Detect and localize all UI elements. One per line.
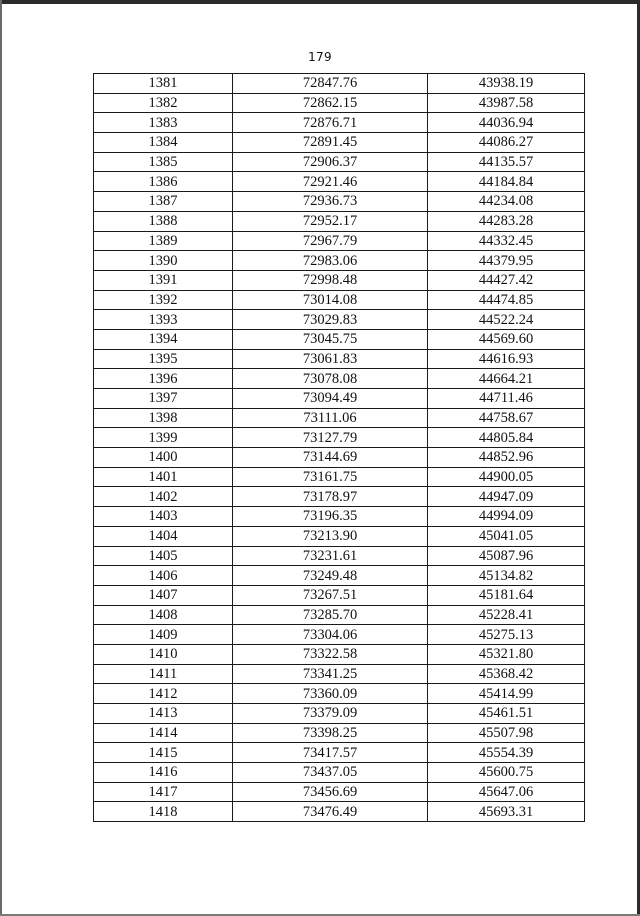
page-number: 179 — [308, 50, 332, 64]
value-b-cell: 44522.24 — [428, 310, 585, 330]
value-a-cell: 73456.69 — [233, 782, 428, 802]
index-cell: 1394 — [94, 329, 233, 349]
value-b-cell: 44427.42 — [428, 270, 585, 290]
table-row — [94, 763, 585, 783]
value-b-cell: 45087.96 — [428, 546, 585, 566]
table-row — [94, 349, 585, 369]
index-cell: 1396 — [94, 369, 233, 389]
index-cell: 1413 — [94, 704, 233, 724]
table-row — [94, 566, 585, 586]
value-b-cell: 44758.67 — [428, 408, 585, 428]
table-row — [94, 369, 585, 389]
index-cell: 1411 — [94, 664, 233, 684]
value-b-cell: 45181.64 — [428, 585, 585, 605]
index-cell: 1391 — [94, 270, 233, 290]
table-row — [94, 546, 585, 566]
value-b-cell: 44711.46 — [428, 389, 585, 409]
value-b-cell: 44086.27 — [428, 133, 585, 153]
value-b-cell: 44184.84 — [428, 172, 585, 192]
value-a-cell: 72862.15 — [233, 93, 428, 113]
index-cell: 1407 — [94, 585, 233, 605]
value-b-cell: 44994.09 — [428, 507, 585, 527]
value-b-cell: 45414.99 — [428, 684, 585, 704]
value-b-cell: 44900.05 — [428, 467, 585, 487]
value-a-cell: 72891.45 — [233, 133, 428, 153]
table-row — [94, 704, 585, 724]
data-table — [93, 73, 585, 822]
value-a-cell: 72952.17 — [233, 211, 428, 231]
value-a-cell: 73341.25 — [233, 664, 428, 684]
value-a-cell: 72998.48 — [233, 270, 428, 290]
value-a-cell: 73437.05 — [233, 763, 428, 783]
index-cell: 1417 — [94, 782, 233, 802]
table-row — [94, 270, 585, 290]
scan-edge-left — [0, 0, 2, 916]
value-b-cell: 45321.80 — [428, 644, 585, 664]
value-b-cell: 44474.85 — [428, 290, 585, 310]
table-row — [94, 251, 585, 271]
value-a-cell: 72876.71 — [233, 113, 428, 133]
table-row — [94, 389, 585, 409]
index-cell: 1392 — [94, 290, 233, 310]
index-cell: 1386 — [94, 172, 233, 192]
table-row — [94, 428, 585, 448]
index-cell: 1381 — [94, 74, 233, 94]
index-cell: 1397 — [94, 389, 233, 409]
table-row — [94, 113, 585, 133]
table-row — [94, 74, 585, 94]
table-row — [94, 625, 585, 645]
index-cell: 1415 — [94, 743, 233, 763]
index-cell: 1387 — [94, 192, 233, 212]
index-cell: 1408 — [94, 605, 233, 625]
index-cell: 1412 — [94, 684, 233, 704]
index-cell: 1410 — [94, 644, 233, 664]
value-a-cell: 73014.08 — [233, 290, 428, 310]
value-a-cell: 73476.49 — [233, 802, 428, 822]
value-b-cell: 45134.82 — [428, 566, 585, 586]
scan-edge-top — [0, 0, 640, 4]
value-a-cell: 73417.57 — [233, 743, 428, 763]
index-cell: 1409 — [94, 625, 233, 645]
table-row — [94, 802, 585, 822]
index-cell: 1384 — [94, 133, 233, 153]
value-a-cell: 73304.06 — [233, 625, 428, 645]
value-a-cell: 73398.25 — [233, 723, 428, 743]
index-cell: 1402 — [94, 487, 233, 507]
table-row — [94, 310, 585, 330]
value-b-cell: 45275.13 — [428, 625, 585, 645]
value-a-cell: 73045.75 — [233, 329, 428, 349]
index-cell: 1406 — [94, 566, 233, 586]
table-row — [94, 172, 585, 192]
index-cell: 1390 — [94, 251, 233, 271]
index-cell: 1400 — [94, 448, 233, 468]
value-b-cell: 44036.94 — [428, 113, 585, 133]
table-row — [94, 290, 585, 310]
index-cell: 1382 — [94, 93, 233, 113]
table-row — [94, 782, 585, 802]
value-a-cell: 73094.49 — [233, 389, 428, 409]
value-a-cell: 73161.75 — [233, 467, 428, 487]
table-row — [94, 329, 585, 349]
table-row — [94, 664, 585, 684]
table-row — [94, 93, 585, 113]
value-a-cell: 73061.83 — [233, 349, 428, 369]
table-row — [94, 487, 585, 507]
value-b-cell: 44947.09 — [428, 487, 585, 507]
value-a-cell: 73144.69 — [233, 448, 428, 468]
value-a-cell: 73285.70 — [233, 605, 428, 625]
table-row — [94, 684, 585, 704]
value-a-cell: 72847.76 — [233, 74, 428, 94]
value-b-cell: 45461.51 — [428, 704, 585, 724]
index-cell: 1416 — [94, 763, 233, 783]
value-a-cell: 73178.97 — [233, 487, 428, 507]
value-a-cell: 72983.06 — [233, 251, 428, 271]
value-b-cell: 45228.41 — [428, 605, 585, 625]
value-b-cell: 45041.05 — [428, 526, 585, 546]
value-b-cell: 45507.98 — [428, 723, 585, 743]
table-row — [94, 152, 585, 172]
table-row — [94, 448, 585, 468]
value-a-cell: 73249.48 — [233, 566, 428, 586]
table-body — [94, 74, 585, 822]
value-a-cell: 73379.09 — [233, 704, 428, 724]
table-row — [94, 467, 585, 487]
value-b-cell: 44852.96 — [428, 448, 585, 468]
value-a-cell: 73360.09 — [233, 684, 428, 704]
value-a-cell: 72936.73 — [233, 192, 428, 212]
value-b-cell: 44135.57 — [428, 152, 585, 172]
index-cell: 1405 — [94, 546, 233, 566]
table-row — [94, 743, 585, 763]
index-cell: 1418 — [94, 802, 233, 822]
index-cell: 1403 — [94, 507, 233, 527]
value-b-cell: 44664.21 — [428, 369, 585, 389]
index-cell: 1399 — [94, 428, 233, 448]
index-cell: 1383 — [94, 113, 233, 133]
value-a-cell: 72967.79 — [233, 231, 428, 251]
value-b-cell: 45368.42 — [428, 664, 585, 684]
table-row — [94, 605, 585, 625]
value-a-cell: 72906.37 — [233, 152, 428, 172]
table-row — [94, 408, 585, 428]
value-a-cell: 73127.79 — [233, 428, 428, 448]
value-a-cell: 73111.06 — [233, 408, 428, 428]
value-b-cell: 44332.45 — [428, 231, 585, 251]
table-row — [94, 231, 585, 251]
value-b-cell: 45647.06 — [428, 782, 585, 802]
index-cell: 1401 — [94, 467, 233, 487]
value-b-cell: 43987.58 — [428, 93, 585, 113]
value-b-cell: 44805.84 — [428, 428, 585, 448]
value-b-cell: 45554.39 — [428, 743, 585, 763]
index-cell: 1414 — [94, 723, 233, 743]
table-row — [94, 133, 585, 153]
table-row — [94, 723, 585, 743]
value-a-cell: 73196.35 — [233, 507, 428, 527]
value-b-cell: 44616.93 — [428, 349, 585, 369]
value-b-cell: 44569.60 — [428, 329, 585, 349]
table-row — [94, 526, 585, 546]
value-b-cell: 45600.75 — [428, 763, 585, 783]
value-a-cell: 73078.08 — [233, 369, 428, 389]
index-cell: 1388 — [94, 211, 233, 231]
value-b-cell: 44379.95 — [428, 251, 585, 271]
table-row — [94, 192, 585, 212]
index-cell: 1398 — [94, 408, 233, 428]
value-a-cell: 73231.61 — [233, 546, 428, 566]
index-cell: 1395 — [94, 349, 233, 369]
table-row — [94, 585, 585, 605]
value-a-cell: 73029.83 — [233, 310, 428, 330]
value-a-cell: 73322.58 — [233, 644, 428, 664]
index-cell: 1404 — [94, 526, 233, 546]
table-row — [94, 507, 585, 527]
value-a-cell: 72921.46 — [233, 172, 428, 192]
value-a-cell: 73213.90 — [233, 526, 428, 546]
index-cell: 1385 — [94, 152, 233, 172]
value-b-cell: 43938.19 — [428, 74, 585, 94]
table-row — [94, 211, 585, 231]
table-row — [94, 644, 585, 664]
value-b-cell: 45693.31 — [428, 802, 585, 822]
index-cell: 1393 — [94, 310, 233, 330]
index-cell: 1389 — [94, 231, 233, 251]
value-b-cell: 44234.08 — [428, 192, 585, 212]
value-a-cell: 73267.51 — [233, 585, 428, 605]
value-b-cell: 44283.28 — [428, 211, 585, 231]
